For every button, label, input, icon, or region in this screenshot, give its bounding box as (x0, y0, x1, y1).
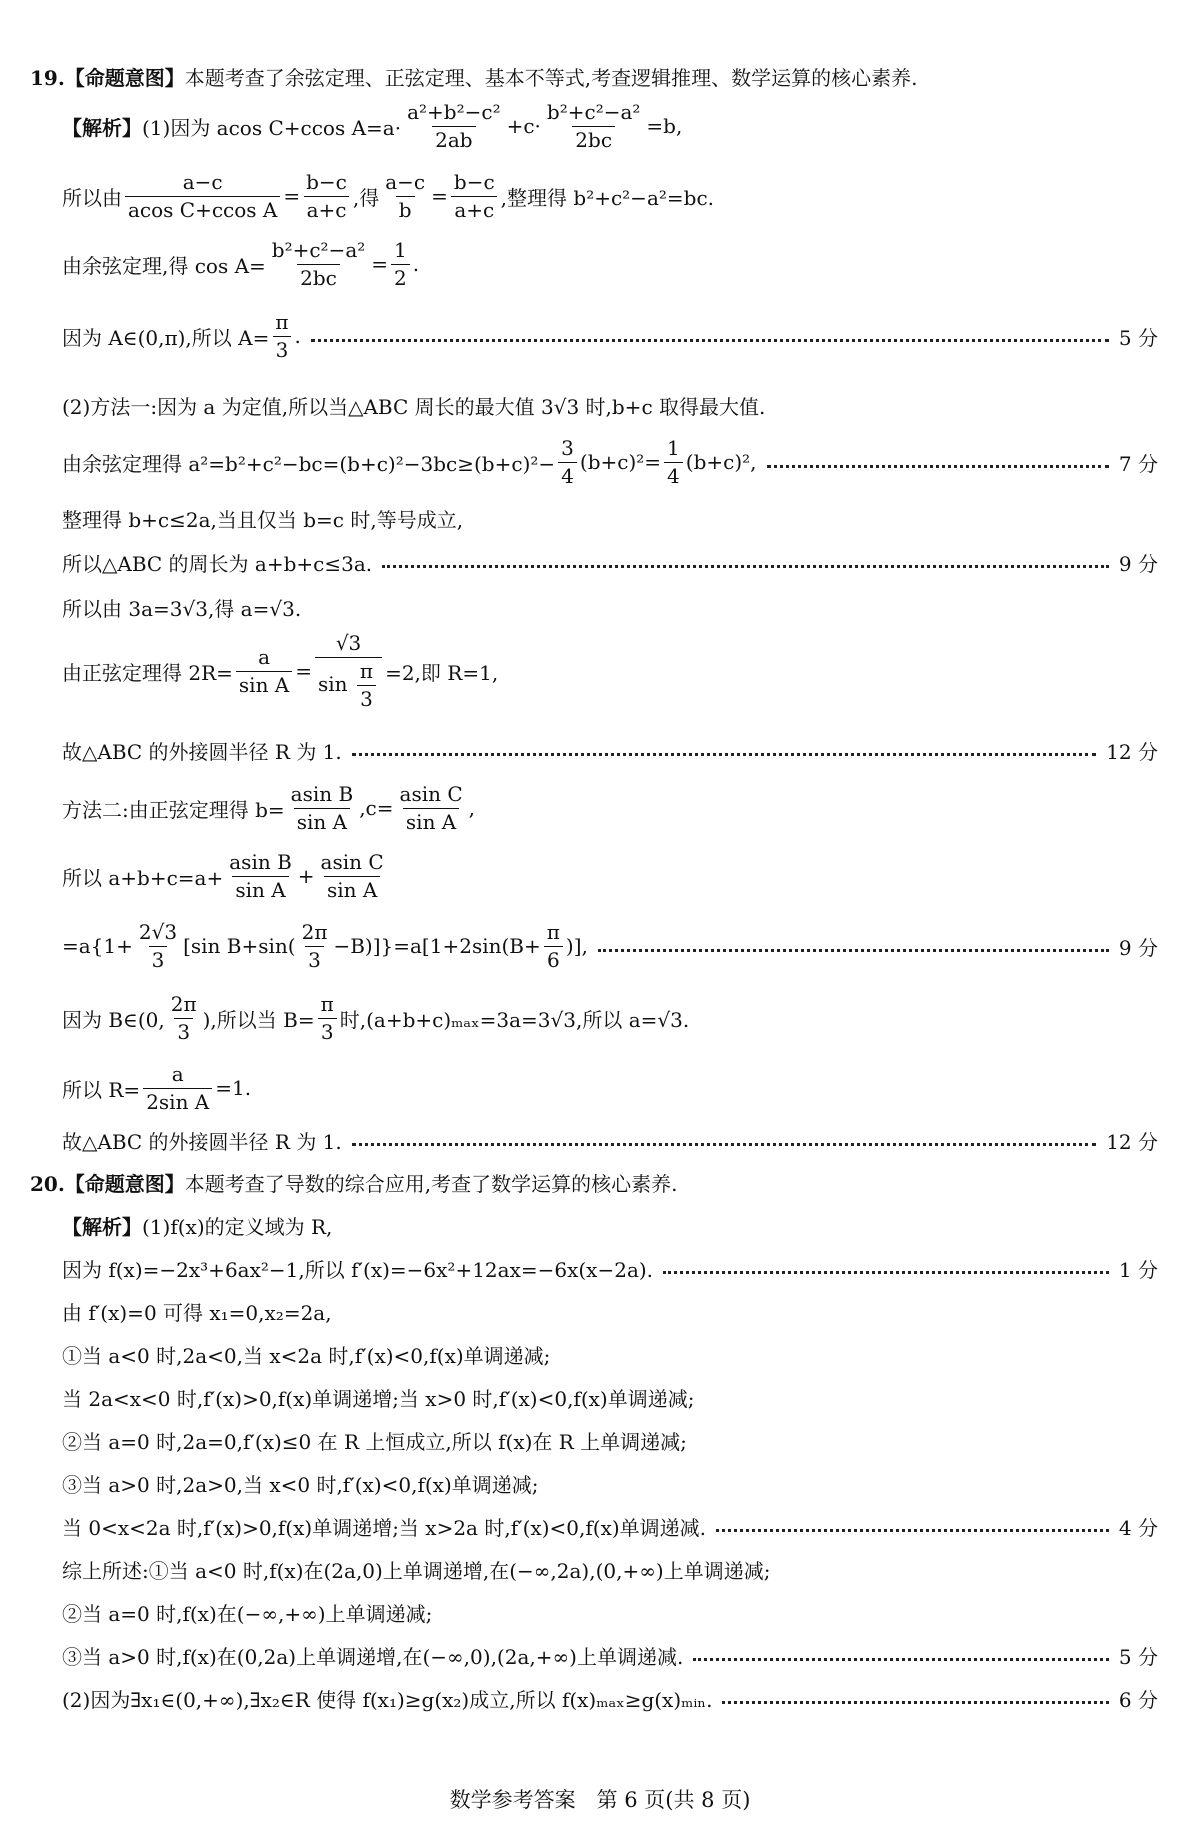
score: 12 分 (1106, 1129, 1158, 1154)
denominator: b (396, 196, 415, 222)
numerator: 2√3 (138, 919, 178, 944)
score: 4 分 (1118, 1515, 1158, 1540)
text: 当 0<x<2a 时,f′(x)>0,f(x)单调递增;当 x>2a 时,f′(x)<0,f(x)单调递减. (62, 1515, 707, 1540)
numerator: 2π (301, 919, 328, 944)
q20-line-6 (62, 1426, 1158, 1455)
dot-leader (598, 949, 1109, 952)
numerator: b−c (306, 169, 347, 194)
denominator: a+c (451, 196, 497, 222)
denominator: 3 (305, 946, 324, 972)
score: 7 分 (1118, 451, 1158, 476)
q19-line-16 (62, 1063, 1158, 1114)
fraction (451, 171, 498, 222)
text: 因为 A∈(0,π),所以 A= (62, 325, 270, 350)
text: = (295, 659, 313, 683)
text: 所以由 3a=3√3,得 a=√3. (62, 596, 302, 621)
numerator: b²+c²−a² (546, 99, 641, 124)
numerator: a−c (385, 169, 426, 194)
dot-leader (716, 1529, 1109, 1532)
denominator: 3 (318, 1018, 337, 1044)
q19-line-7 (62, 504, 1158, 533)
q19-line-13 (62, 851, 1158, 902)
text: , (468, 796, 475, 820)
denominator: 3 (149, 946, 168, 972)
numerator: 2π (170, 991, 197, 1016)
q19-line-2 (62, 171, 1158, 222)
analysis-label: 【解析】 (62, 115, 142, 140)
fraction (125, 171, 280, 222)
dot-leader (693, 1658, 1109, 1661)
denominator: sin A (324, 876, 380, 902)
text: 故△ABC 的外接圆半径 R 为 1. (62, 1129, 342, 1154)
q20-line-10 (62, 1598, 1158, 1627)
text: 当 2a<x<0 时,f′(x)>0,f(x)单调递增;当 x>0 时,f′(x)<0,f(x)单调递减; (62, 1386, 695, 1411)
fraction (136, 921, 180, 972)
text: ②当 a=0 时,2a=0,f′(x)≤0 在 R 上恒成立,所以 f(x)在 R 上单调递减; (62, 1429, 687, 1454)
fraction (318, 993, 337, 1044)
denominator: 2ab (432, 126, 475, 152)
fraction (143, 1063, 212, 1114)
text: (1)因为 acos C+ccos A=a· (142, 115, 402, 140)
numerator: 1 (394, 237, 407, 262)
q20-line-12 (62, 1684, 1158, 1713)
fraction (558, 437, 577, 488)
fraction (303, 171, 350, 222)
numerator: b²+c²−a² (271, 237, 366, 262)
fraction (272, 311, 291, 362)
q19-heading-prefix: 19.【命题意图】 (30, 65, 185, 90)
text: ①当 a<0 时,2a<0,当 x<2a 时,f′(x)<0,f(x)单调递减; (62, 1343, 551, 1368)
page-footer: 数学参考答案 第 6 页(共 8 页) (449, 1788, 751, 1812)
text: +c· (506, 114, 541, 138)
text: ③当 a>0 时,2a>0,当 x<0 时,f′(x)<0,f(x)单调递减; (62, 1472, 539, 1497)
dot-leader (352, 753, 1096, 756)
numerator: π (359, 658, 374, 683)
numerator: π (320, 991, 334, 1016)
text: 整理得 b+c≤2a,当且仅当 b=c 时,等号成立, (62, 507, 464, 532)
denominator: sin A (403, 808, 459, 834)
q19-line-5 (62, 391, 1158, 420)
numerator: 1 (667, 435, 680, 460)
q19-line-8 (62, 548, 1158, 577)
text: ③当 a>0 时,f(x)在(0,2a)上单调递增,在(−∞,0),(2a,+∞)上单调递减. (62, 1644, 684, 1669)
numerator: √3 (335, 630, 362, 655)
q19-line-12 (62, 783, 1158, 834)
text: . (412, 252, 420, 276)
text: 时,(a+b+c)ₘₐₓ=3a=3√3,所以 a=√3. (339, 1007, 690, 1032)
q19-line-14 (62, 921, 1158, 972)
numerator: 3 (561, 435, 574, 460)
text: =2,即 R=1, (385, 660, 499, 685)
fraction (299, 921, 331, 972)
q19-line-3 (62, 239, 1158, 290)
text: sin (318, 671, 354, 696)
text: = (283, 184, 301, 208)
text: ,c= (359, 796, 394, 820)
text: −B)]}=a[1+2sin(B+ (333, 934, 541, 958)
score: 12 分 (1106, 739, 1158, 764)
text: (1)f(x)的定义域为 R, (142, 1214, 333, 1239)
text: 所以 a+b+c=a+ (62, 865, 224, 890)
dot-leader (382, 565, 1109, 568)
numerator: a (171, 1061, 184, 1086)
q20-line-2 (62, 1254, 1158, 1283)
numerator: a (258, 644, 271, 669)
text: 故△ABC 的外接圆半径 R 为 1. (62, 739, 342, 764)
fraction (397, 783, 466, 834)
text: 由 f′(x)=0 可得 x₁=0,x₂=2a, (62, 1300, 332, 1325)
q19-heading-text: 本题考查了余弦定理、正弦定理、基本不等式,考查逻辑推理、数学运算的核心素养. (184, 65, 918, 90)
fraction (391, 239, 410, 290)
fraction (288, 783, 357, 834)
q20-line-5 (62, 1383, 1158, 1412)
q20-line-3 (62, 1297, 1158, 1326)
text: (b+c)², (685, 450, 757, 474)
denominator: sin A (232, 876, 288, 902)
score: 5 分 (1118, 1644, 1158, 1669)
fraction (226, 851, 295, 902)
numerator: asin C (399, 781, 463, 806)
text: 综上所述:①当 a<0 时,f(x)在(2a,0)上单调递增,在(−∞,2a),(0,+∞)上单调递减; (62, 1558, 771, 1583)
dot-leader (311, 339, 1109, 342)
numerator: a−c (182, 169, 223, 194)
fraction (404, 101, 504, 152)
denominator: 4 (664, 462, 683, 488)
score: 5 分 (1118, 325, 1158, 350)
text: =1. (215, 1076, 252, 1100)
denominator: sin A (294, 808, 350, 834)
text: ),所以当 B= (202, 1007, 315, 1032)
fraction (382, 171, 428, 222)
q19-line-6 (62, 437, 1158, 488)
q20-line-1 (62, 1211, 1158, 1240)
text: =b, (646, 114, 683, 138)
denominator (315, 657, 382, 711)
q20-line-11 (62, 1641, 1158, 1670)
q20-line-9 (62, 1555, 1158, 1584)
numerator: b−c (453, 169, 495, 194)
text: ,整理得 b²+c²−a²=bc. (500, 185, 715, 210)
denominator: 2bc (572, 126, 615, 152)
fraction (236, 646, 292, 697)
fraction (357, 660, 376, 711)
analysis-label: 【解析】 (62, 1214, 142, 1239)
q19-line-4 (62, 311, 1158, 362)
q19-line-17 (62, 1126, 1158, 1155)
denominator: a+c (304, 196, 350, 222)
denominator: 6 (544, 946, 563, 972)
q20-line-8 (62, 1512, 1158, 1541)
denominator: 2 (391, 264, 410, 290)
text: 所以△ABC 的周长为 a+b+c≤3a. (62, 551, 373, 576)
q20-heading-text: 本题考查了导数的综合应用,考查了数学运算的核心素养. (184, 1171, 678, 1196)
q20-line-4 (62, 1340, 1158, 1369)
text: =a{1+ (62, 934, 133, 958)
text: ,得 (352, 185, 380, 210)
denominator: 3 (273, 336, 292, 362)
text: )], (565, 934, 588, 958)
text: 因为 f(x)=−2x³+6ax²−1,所以 f′(x)=−6x²+12ax=−6x(x−2a). (62, 1257, 654, 1282)
fraction (544, 921, 563, 972)
fraction (664, 437, 683, 488)
denominator: sin A (236, 671, 292, 697)
fraction (269, 239, 369, 290)
numerator: a²+b²−c² (407, 99, 501, 124)
q19-line-11 (62, 736, 1158, 765)
denominator: acos C+ccos A (125, 196, 280, 222)
q19-line-9 (62, 593, 1158, 622)
dot-leader (352, 1143, 1096, 1146)
text: + (297, 864, 315, 888)
numerator: π (546, 919, 560, 944)
text: (2)因为∃x₁∈(0,+∞),∃x₂∈R 使得 f(x₁)≥g(x₂)成立,所以 f(x)ₘₐₓ≥g(x)ₘᵢₙ. (62, 1687, 713, 1712)
q19-line-15 (62, 993, 1158, 1044)
text: 由余弦定理得 a²=b²+c²−bc=(b+c)²−3bc≥(b+c)²− (62, 451, 556, 476)
text: = (371, 252, 389, 276)
q19-line-1 (62, 101, 1158, 152)
numerator: π (275, 309, 289, 334)
q19-heading (30, 62, 1158, 91)
score: 6 分 (1118, 1687, 1158, 1712)
q20-heading (30, 1168, 1158, 1197)
q19-line-10 (62, 632, 1158, 711)
fraction (544, 101, 644, 152)
fraction (315, 632, 382, 711)
score: 9 分 (1118, 551, 1158, 576)
score: 1 分 (1118, 1257, 1158, 1282)
text: (b+c)²= (579, 450, 662, 474)
denominator: 4 (558, 462, 577, 488)
denominator: 2bc (297, 264, 340, 290)
text: 所以 R= (62, 1077, 141, 1102)
text: 所以由 (62, 185, 122, 210)
text: 因为 B∈(0, (62, 1007, 165, 1032)
fraction (168, 993, 200, 1044)
text: 方法二:由正弦定理得 b= (62, 797, 285, 822)
numerator: asin C (320, 849, 384, 874)
dot-leader (767, 465, 1109, 468)
denominator: 2sin A (143, 1088, 212, 1114)
text: [sin B+sin( (183, 934, 296, 958)
numerator: asin B (229, 849, 292, 874)
text: 由余弦定理,得 cos A= (62, 253, 266, 278)
text: 由正弦定理得 2R= (62, 660, 233, 685)
score: 9 分 (1118, 935, 1158, 960)
text: (2)方法一:因为 a 为定值,所以当△ABC 周长的最大值 3√3 时,b+c 取得最大值. (62, 394, 766, 419)
q20-heading-prefix: 20.【命题意图】 (30, 1171, 185, 1196)
text: ②当 a=0 时,f(x)在(−∞,+∞)上单调递减; (62, 1601, 433, 1626)
numerator: asin B (290, 781, 354, 806)
dot-leader (663, 1271, 1109, 1274)
q20-line-7 (62, 1469, 1158, 1498)
fraction (318, 851, 387, 902)
text: = (431, 184, 448, 208)
text: . (294, 324, 301, 348)
denominator: 3 (174, 1018, 193, 1044)
denominator: 3 (357, 685, 376, 711)
dot-leader (722, 1701, 1108, 1704)
